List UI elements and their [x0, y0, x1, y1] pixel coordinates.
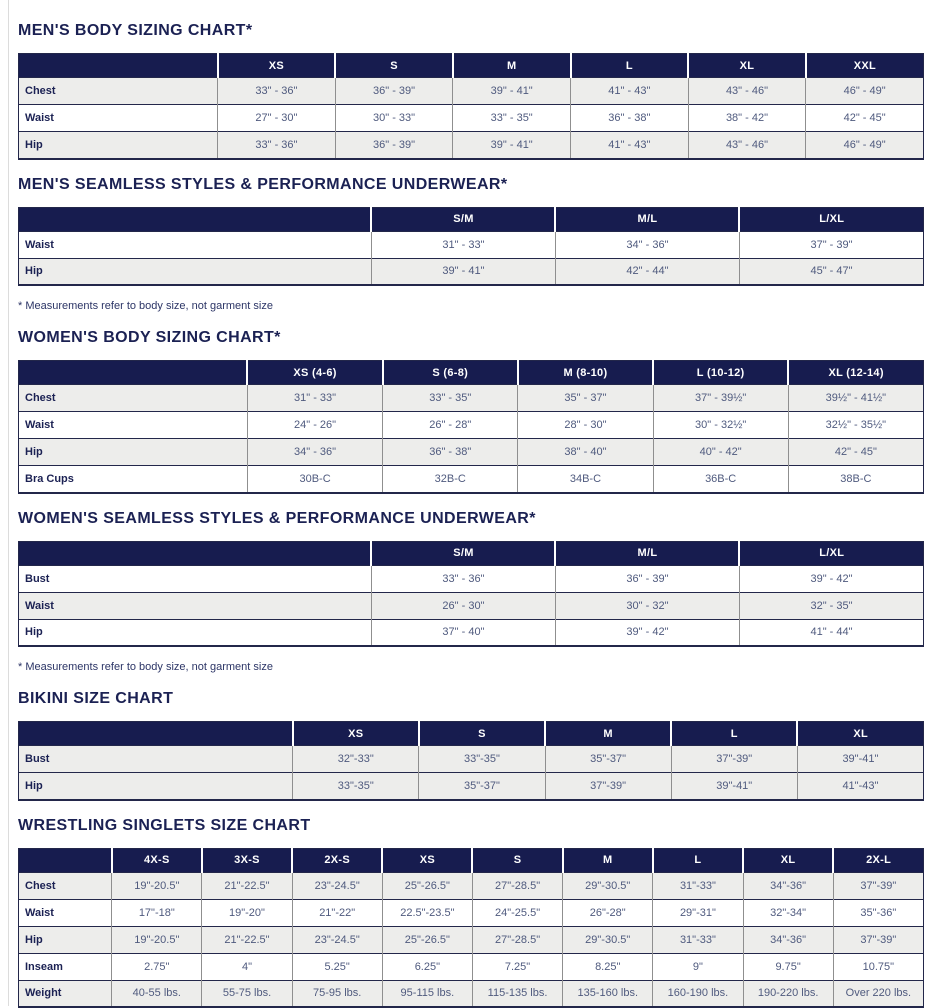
- size-value-cell: 21"-22": [292, 899, 382, 926]
- size-value-cell: 2.75": [112, 953, 202, 980]
- measurement-row: [19, 439, 924, 466]
- size-value-cell: 37"-39": [545, 773, 671, 800]
- wrestling-singlets-table-wrap: [18, 848, 924, 1008]
- size-column-header: L/XL: [739, 207, 923, 231]
- measurement-row: [19, 565, 924, 592]
- size-column-header: XS: [382, 848, 472, 872]
- size-value-cell: 43" - 46": [688, 132, 806, 159]
- row-label: Inseam: [19, 953, 112, 980]
- section-womens-seamless: [18, 510, 924, 648]
- header-corner-cell: [19, 848, 112, 872]
- size-column-header: M: [563, 848, 653, 872]
- size-column-header: M: [545, 722, 671, 746]
- size-value-cell: 9.75": [743, 953, 833, 980]
- size-header-row: [19, 361, 924, 385]
- womens-seamless-title: WOMEN'S SEAMLESS STYLES & PERFORMANCE UNDERWEAR*: [18, 510, 924, 528]
- size-value-cell: 46" - 49": [806, 132, 924, 159]
- size-value-cell: 24" - 26": [247, 412, 382, 439]
- size-value-cell: 23"-24.5": [292, 872, 382, 899]
- size-value-cell: 24"-25.5": [472, 899, 562, 926]
- size-value-cell: 41" - 44": [739, 619, 923, 646]
- size-value-cell: Over 220 lbs.: [833, 980, 923, 1007]
- size-value-cell: 34" - 36": [247, 439, 382, 466]
- size-value-cell: 39" - 42": [555, 619, 739, 646]
- size-value-cell: 5.25": [292, 953, 382, 980]
- size-value-cell: 160-190 lbs.: [653, 980, 743, 1007]
- size-value-cell: 17"-18": [112, 899, 202, 926]
- size-value-cell: 30" - 32": [555, 592, 739, 619]
- size-value-cell: 26" - 28": [383, 412, 518, 439]
- measurement-row: [19, 953, 924, 980]
- size-value-cell: 29"-31": [653, 899, 743, 926]
- size-value-cell: 34"-36": [743, 926, 833, 953]
- wrestling-singlets-title: WRESTLING SINGLETS SIZE CHART: [18, 817, 924, 835]
- size-value-cell: 22.5"-23.5": [382, 899, 472, 926]
- size-column-header: M/L: [555, 207, 739, 231]
- header-corner-cell: [19, 722, 293, 746]
- row-label: Weight: [19, 980, 112, 1007]
- size-value-cell: 36B-C: [653, 466, 788, 493]
- size-value-cell: 35" - 37": [518, 385, 653, 412]
- size-value-cell: 95-115 lbs.: [382, 980, 472, 1007]
- row-label: Waist: [19, 899, 112, 926]
- size-value-cell: 26"-28": [563, 899, 653, 926]
- measurement-row: [19, 466, 924, 493]
- row-label: Waist: [19, 592, 372, 619]
- size-value-cell: 37" - 39": [739, 231, 923, 258]
- size-value-cell: 36" - 38": [571, 105, 689, 132]
- size-value-cell: 25"-26.5": [382, 872, 472, 899]
- mens-body-sizing-table: [18, 53, 924, 160]
- size-value-cell: 36" - 39": [555, 565, 739, 592]
- size-value-cell: 55-75 lbs.: [202, 980, 292, 1007]
- size-value-cell: 32B-C: [383, 466, 518, 493]
- womens-body-sizing-title: WOMEN'S BODY SIZING CHART*: [18, 329, 924, 347]
- measurement-row: [19, 105, 924, 132]
- size-value-cell: 36" - 39": [335, 132, 453, 159]
- size-value-cell: 37"-39": [833, 926, 923, 953]
- measurement-row: [19, 872, 924, 899]
- row-label: Bust: [19, 565, 372, 592]
- size-value-cell: 42" - 45": [788, 439, 923, 466]
- size-value-cell: 21"-22.5": [202, 926, 292, 953]
- mens-seamless-table: [18, 207, 924, 287]
- size-column-header: S/M: [371, 541, 555, 565]
- bikini-title: BIKINI SIZE CHART: [18, 690, 924, 708]
- size-value-cell: 42" - 45": [806, 105, 924, 132]
- row-label: Chest: [19, 78, 218, 105]
- bikini-table: [18, 721, 924, 801]
- size-header-row: [19, 54, 924, 78]
- size-value-cell: 38" - 40": [518, 439, 653, 466]
- size-value-cell: 33" - 36": [218, 78, 336, 105]
- size-column-header: XL: [688, 54, 806, 78]
- size-value-cell: 7.25": [472, 953, 562, 980]
- size-value-cell: 40" - 42": [653, 439, 788, 466]
- size-value-cell: 35"-36": [833, 899, 923, 926]
- size-value-cell: 4": [202, 953, 292, 980]
- size-value-cell: 28" - 30": [518, 412, 653, 439]
- size-column-header: L: [653, 848, 743, 872]
- row-label: Hip: [19, 439, 248, 466]
- measurement-row: [19, 78, 924, 105]
- measurement-row: [19, 385, 924, 412]
- section-mens-seamless: [18, 176, 924, 287]
- measurement-row: [19, 412, 924, 439]
- size-value-cell: 37"-39": [671, 746, 797, 773]
- size-value-cell: 37"-39": [833, 872, 923, 899]
- size-value-cell: 31" - 33": [247, 385, 382, 412]
- size-column-header: S/M: [371, 207, 555, 231]
- size-column-header: L (10-12): [653, 361, 788, 385]
- size-column-header: L: [571, 54, 689, 78]
- section-wrestling-singlets: [18, 817, 924, 1008]
- size-header-row: [19, 848, 924, 872]
- page-edge-divider: [8, 0, 9, 1006]
- size-column-header: XL: [743, 848, 833, 872]
- size-value-cell: 33" - 35": [383, 385, 518, 412]
- size-value-cell: 10.75": [833, 953, 923, 980]
- size-value-cell: 33"-35": [293, 773, 419, 800]
- mens-body-sizing-title: MEN'S BODY SIZING CHART*: [18, 22, 924, 40]
- size-value-cell: 135-160 lbs.: [563, 980, 653, 1007]
- size-value-cell: 6.25": [382, 953, 472, 980]
- measurement-row: [19, 592, 924, 619]
- section-mens-body-sizing: [18, 22, 924, 160]
- row-label: Hip: [19, 132, 218, 159]
- measurement-row: [19, 746, 924, 773]
- size-value-cell: 45" - 47": [739, 258, 923, 285]
- section-bikini: [18, 690, 924, 801]
- size-column-header: XL (12-14): [788, 361, 923, 385]
- size-value-cell: 34"-36": [743, 872, 833, 899]
- size-value-cell: 37" - 39½": [653, 385, 788, 412]
- size-value-cell: 23"-24.5": [292, 926, 382, 953]
- size-column-header: 3X-S: [202, 848, 292, 872]
- size-value-cell: 29"-30.5": [563, 926, 653, 953]
- measurement-row: [19, 926, 924, 953]
- row-label: Waist: [19, 105, 218, 132]
- size-column-header: XS: [293, 722, 419, 746]
- row-label: Waist: [19, 412, 248, 439]
- section-womens-body-sizing: [18, 329, 924, 494]
- size-value-cell: 31"-33": [653, 872, 743, 899]
- size-value-cell: 36" - 39": [335, 78, 453, 105]
- womens-seamless-table-wrap: [18, 541, 924, 648]
- size-value-cell: 34" - 36": [555, 231, 739, 258]
- size-value-cell: 39"-41": [797, 746, 923, 773]
- womens-body-sizing-table-wrap: [18, 360, 924, 494]
- header-corner-cell: [19, 207, 372, 231]
- size-column-header: S: [419, 722, 545, 746]
- size-value-cell: 31"-33": [653, 926, 743, 953]
- size-value-cell: 43" - 46": [688, 78, 806, 105]
- size-value-cell: 36" - 38": [383, 439, 518, 466]
- size-column-header: S (6-8): [383, 361, 518, 385]
- size-value-cell: 34B-C: [518, 466, 653, 493]
- size-column-header: L: [671, 722, 797, 746]
- row-label: Hip: [19, 619, 372, 646]
- size-value-cell: 29"-30.5": [563, 872, 653, 899]
- size-value-cell: 41" - 43": [571, 78, 689, 105]
- size-value-cell: 26" - 30": [371, 592, 555, 619]
- size-value-cell: 30B-C: [247, 466, 382, 493]
- header-corner-cell: [19, 54, 218, 78]
- size-value-cell: 40-55 lbs.: [112, 980, 202, 1007]
- size-value-cell: 46" - 49": [806, 78, 924, 105]
- size-value-cell: 30" - 33": [335, 105, 453, 132]
- measurement-row: [19, 899, 924, 926]
- size-header-row: [19, 207, 924, 231]
- size-value-cell: 32"-33": [293, 746, 419, 773]
- size-value-cell: 8.25": [563, 953, 653, 980]
- row-label: Bra Cups: [19, 466, 248, 493]
- size-header-row: [19, 541, 924, 565]
- measurement-row: [19, 619, 924, 646]
- size-value-cell: 27"-28.5": [472, 872, 562, 899]
- size-column-header: XXL: [806, 54, 924, 78]
- size-value-cell: 35"-37": [545, 746, 671, 773]
- size-column-header: XL: [797, 722, 923, 746]
- row-label: Bust: [19, 746, 293, 773]
- size-value-cell: 39" - 41": [453, 78, 571, 105]
- size-value-cell: 33" - 36": [218, 132, 336, 159]
- size-value-cell: 38B-C: [788, 466, 923, 493]
- measurements-footnote: * Measurements refer to body size, not garment size: [18, 300, 924, 313]
- size-value-cell: 41" - 43": [571, 132, 689, 159]
- womens-seamless-table: [18, 541, 924, 648]
- size-value-cell: 39" - 41": [453, 132, 571, 159]
- size-value-cell: 32½" - 35½": [788, 412, 923, 439]
- womens-body-sizing-table: [18, 360, 924, 494]
- measurement-row: [19, 231, 924, 258]
- size-value-cell: 75-95 lbs.: [292, 980, 382, 1007]
- size-value-cell: 27" - 30": [218, 105, 336, 132]
- size-column-header: M: [453, 54, 571, 78]
- header-corner-cell: [19, 361, 248, 385]
- row-label: Chest: [19, 872, 112, 899]
- measurement-row: [19, 132, 924, 159]
- mens-body-sizing-table-wrap: [18, 53, 924, 160]
- row-label: Hip: [19, 773, 293, 800]
- size-value-cell: 39" - 42": [739, 565, 923, 592]
- size-value-cell: 42" - 44": [555, 258, 739, 285]
- size-column-header: XS: [218, 54, 336, 78]
- mens-seamless-title: MEN'S SEAMLESS STYLES & PERFORMANCE UNDERWEAR*: [18, 176, 924, 194]
- size-column-header: XS (4-6): [247, 361, 382, 385]
- size-value-cell: 19"-20.5": [112, 872, 202, 899]
- size-value-cell: 21"-22.5": [202, 872, 292, 899]
- size-value-cell: 19"-20": [202, 899, 292, 926]
- bikini-table-wrap: [18, 721, 924, 801]
- size-value-cell: 19"-20.5": [112, 926, 202, 953]
- size-value-cell: 32"-34": [743, 899, 833, 926]
- size-value-cell: 39" - 41": [371, 258, 555, 285]
- size-value-cell: 38" - 42": [688, 105, 806, 132]
- size-value-cell: 37" - 40": [371, 619, 555, 646]
- header-corner-cell: [19, 541, 372, 565]
- size-value-cell: 39"-41": [671, 773, 797, 800]
- size-value-cell: 25"-26.5": [382, 926, 472, 953]
- size-value-cell: 30" - 32½": [653, 412, 788, 439]
- size-value-cell: 32" - 35": [739, 592, 923, 619]
- size-value-cell: 190-220 lbs.: [743, 980, 833, 1007]
- measurement-row: [19, 258, 924, 285]
- size-value-cell: 31" - 33": [371, 231, 555, 258]
- size-value-cell: 9": [653, 953, 743, 980]
- size-value-cell: 41"-43": [797, 773, 923, 800]
- wrestling-singlets-table: [18, 848, 924, 1008]
- row-label: Chest: [19, 385, 248, 412]
- size-column-header: S: [335, 54, 453, 78]
- size-value-cell: 39½" - 41½": [788, 385, 923, 412]
- measurements-footnote: * Measurements refer to body size, not garment size: [18, 661, 924, 674]
- row-label: Hip: [19, 258, 372, 285]
- size-value-cell: 35"-37": [419, 773, 545, 800]
- size-value-cell: 33" - 35": [453, 105, 571, 132]
- size-column-header: 2X-S: [292, 848, 382, 872]
- mens-seamless-table-wrap: [18, 207, 924, 287]
- size-header-row: [19, 722, 924, 746]
- size-value-cell: 115-135 lbs.: [472, 980, 562, 1007]
- size-column-header: L/XL: [739, 541, 923, 565]
- size-column-header: M (8-10): [518, 361, 653, 385]
- size-column-header: M/L: [555, 541, 739, 565]
- row-label: Waist: [19, 231, 372, 258]
- row-label: Hip: [19, 926, 112, 953]
- measurement-row: [19, 980, 924, 1007]
- measurement-row: [19, 773, 924, 800]
- size-value-cell: 33" - 36": [371, 565, 555, 592]
- size-column-header: S: [472, 848, 562, 872]
- size-value-cell: 33"-35": [419, 746, 545, 773]
- size-column-header: 4X-S: [112, 848, 202, 872]
- size-value-cell: 27"-28.5": [472, 926, 562, 953]
- size-column-header: 2X-L: [833, 848, 923, 872]
